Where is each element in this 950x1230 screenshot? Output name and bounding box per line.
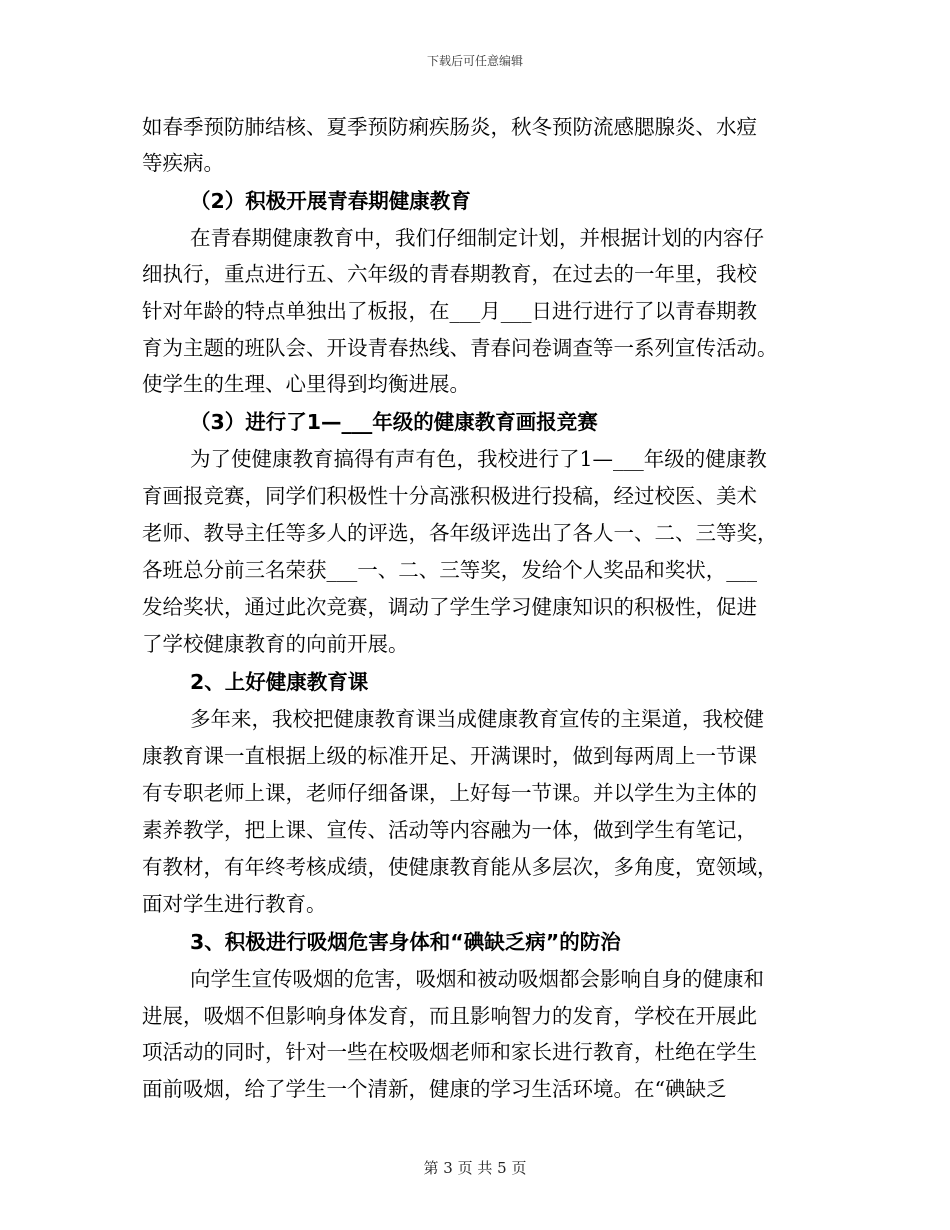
body-line: 有专职老师上课，老师仔细备课，上好每一节课。并以学生为主体的 <box>142 781 757 805</box>
body-line: 有教材，有年终考核成绩，使健康教育能从多层次，多角度，宽领域， <box>142 855 778 879</box>
section-heading: （2）积极开展青春期健康教育 <box>190 189 471 213</box>
body-line: 细执行，重点进行五、六年级的青春期教育，在过去的一年里，我校 <box>142 262 757 286</box>
body-line: 如春季预防肺结核、夏季预防痢疾肠炎，秋冬预防流感腮腺炎、水痘 <box>142 115 757 139</box>
section-heading: （3）进行了1—___年级的健康教育画报竞赛 <box>190 410 598 434</box>
body-line: 向学生宣传吸烟的危害，吸烟和被动吸烟都会影响自身的健康和 <box>190 967 764 991</box>
body-line: 进展，吸烟不但影响身体发育，而且影响智力的发育，学校在开展此 <box>142 1004 757 1028</box>
section-heading: 2、上好健康教育课 <box>190 670 369 694</box>
body-line: 多年来，我校把健康教育课当成健康教育宣传的主渠道，我校健 <box>190 707 764 731</box>
body-line: 了学校健康教育的向前开展。 <box>142 632 409 656</box>
body-line: 老师、教导主任等多人的评选，各年级评选出了各人一、二、三等奖， <box>142 521 778 545</box>
body-line: 育为主题的班队会、开设青春热线、青春问卷调查等一系列宣传活动。 <box>142 336 778 360</box>
body-line: 发给奖状，通过此次竞赛，调动了学生学习健康知识的积极性，促进 <box>142 595 757 619</box>
body-line: 使学生的生理、心里得到均衡进展。 <box>142 372 470 396</box>
body-line: 康教育课一直根据上级的标准开足、开满课时，做到每两周上一节课 <box>142 744 757 768</box>
body-line: 等疾病。 <box>142 151 224 175</box>
body-line: 面前吸烟，给了学生一个清新，健康的学习生活环境。在“碘缺乏 <box>142 1077 727 1101</box>
body-line: 素养教学，把上课、宣传、活动等内容融为一体，做到学生有笔记， <box>142 818 757 842</box>
body-line: 育画报竞赛，同学们积极性十分高涨积极进行投稿，经过校医、美术 <box>142 484 757 508</box>
body-line: 为了使健康教育搞得有声有色，我校进行了1—___年级的健康教 <box>190 447 767 471</box>
page-header: 下载后可任意编辑 <box>426 54 523 68</box>
body-line: 在青春期健康教育中，我们仔细制定计划，并根据计划的内容仔 <box>190 226 764 250</box>
section-heading: 3、积极进行吸烟危害身体和“碘缺乏病”的防治 <box>190 930 621 954</box>
body-line: 面对学生进行教育。 <box>142 892 327 916</box>
body-line: 项活动的同时，针对一些在校吸烟老师和家长进行教育，杜绝在学生 <box>142 1040 757 1064</box>
body-line: 针对年龄的特点单独出了板报，在___月___日进行进行了以青春期教 <box>142 299 757 323</box>
page-footer: 第 3 页 共 5 页 <box>423 1159 527 1177</box>
body-line: 各班总分前三名荣获___一、二、三等奖，发给个人奖品和奖状，___ <box>142 558 757 582</box>
